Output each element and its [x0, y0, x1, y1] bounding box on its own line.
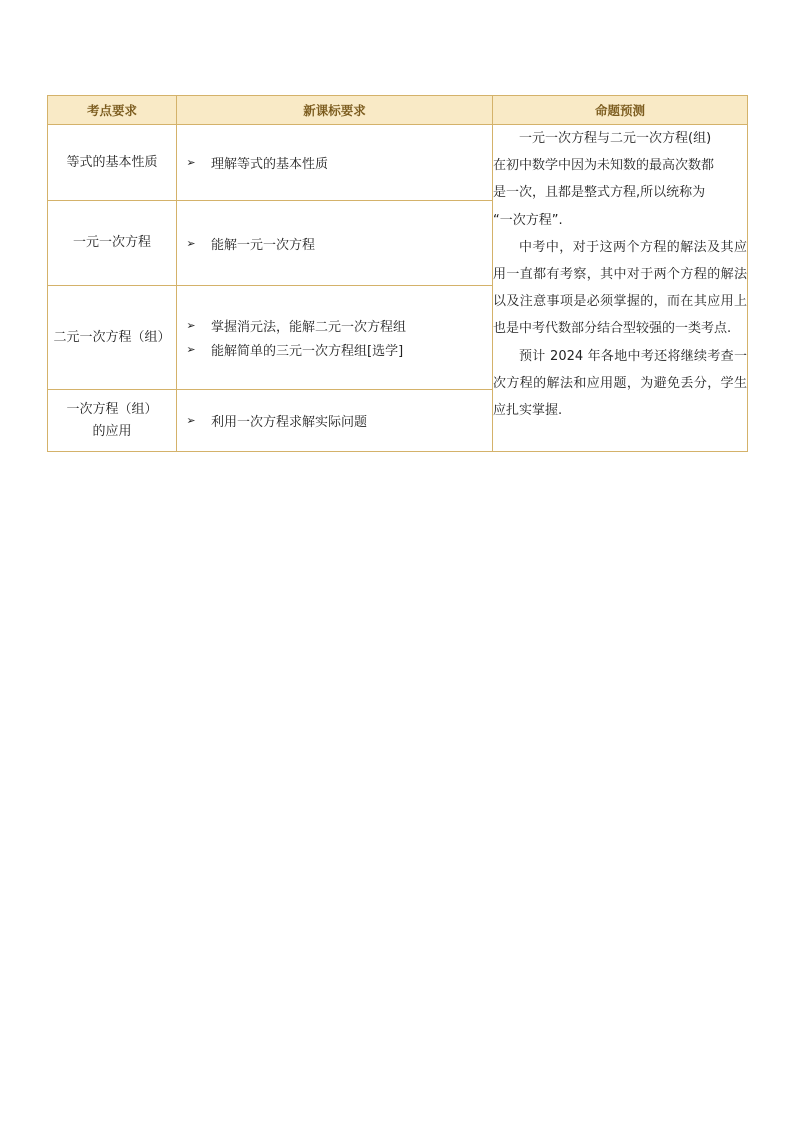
requirements-cell — [177, 201, 493, 286]
requirement-item — [177, 409, 492, 433]
prediction-paragraph-3: 预计 2024 年各地中考还将继续考查一次方程的解法和应用题，为避免丢分，学生应扎实掌握. — [493, 348, 747, 419]
prediction-paragraph-1-cont: 在初中数学中因为未知数的最高次数都 是一次，且都是整式方程,所以统称为 “一次方程”. — [493, 158, 715, 228]
arrow-bullet-icon: ➢ — [186, 343, 196, 356]
header-exam-points: 考点要求 — [48, 96, 177, 125]
arrow-bullet-icon: ➢ — [186, 319, 196, 332]
topic-label: 的应用 — [92, 423, 132, 439]
prediction-text — [493, 125, 747, 424]
header-exam-prediction: 命题预测 — [493, 96, 748, 125]
header-curriculum-requirements: 新课标要求 — [177, 96, 493, 125]
arrow-bullet-icon: ➢ — [186, 414, 196, 427]
topic-cell — [48, 125, 177, 201]
prediction-cell — [493, 125, 748, 452]
table-header-row — [48, 96, 748, 125]
requirements-cell — [177, 125, 493, 201]
requirements-table — [47, 95, 748, 452]
topic-label: 一次方程（组） — [66, 401, 158, 417]
table-row — [48, 125, 748, 201]
requirements-cell — [177, 286, 493, 390]
topic-cell — [48, 286, 177, 390]
requirement-text: 利用一次方程求解实际问题 — [211, 415, 368, 430]
requirement-item — [177, 314, 492, 338]
arrow-bullet-icon: ➢ — [186, 236, 196, 250]
arrow-bullet-icon: ➢ — [186, 156, 196, 169]
requirement-item — [177, 231, 492, 255]
topic-label: 等式的基本性质 — [66, 154, 158, 170]
requirements-cell — [177, 390, 493, 452]
document-page — [47, 95, 747, 452]
requirement-item — [177, 338, 492, 362]
requirement-text: 掌握消元法，能解二元一次方程组 — [211, 320, 407, 335]
topic-cell — [48, 201, 177, 286]
topic-label: 二元一次方程（组） — [53, 329, 171, 345]
prediction-paragraph-2: 中考中，对于这两个方程的解法及其应用一直都有考察，其中对于两个方程的解法以及注意事项是必须掌握的，而在其应用上也是中考代数部分结合型较强的一类考点. — [493, 239, 747, 337]
requirement-item — [177, 151, 492, 175]
requirement-text: 理解等式的基本性质 — [211, 157, 329, 172]
topic-cell — [48, 390, 177, 452]
prediction-paragraph-1: 一元一次方程与二元一次方程(组) — [519, 131, 712, 146]
requirement-text: 能解一元一次方程 — [211, 237, 316, 253]
requirement-text: 能解简单的三元一次方程组[选学] — [211, 344, 404, 359]
topic-label: 一元一次方程 — [72, 235, 151, 250]
